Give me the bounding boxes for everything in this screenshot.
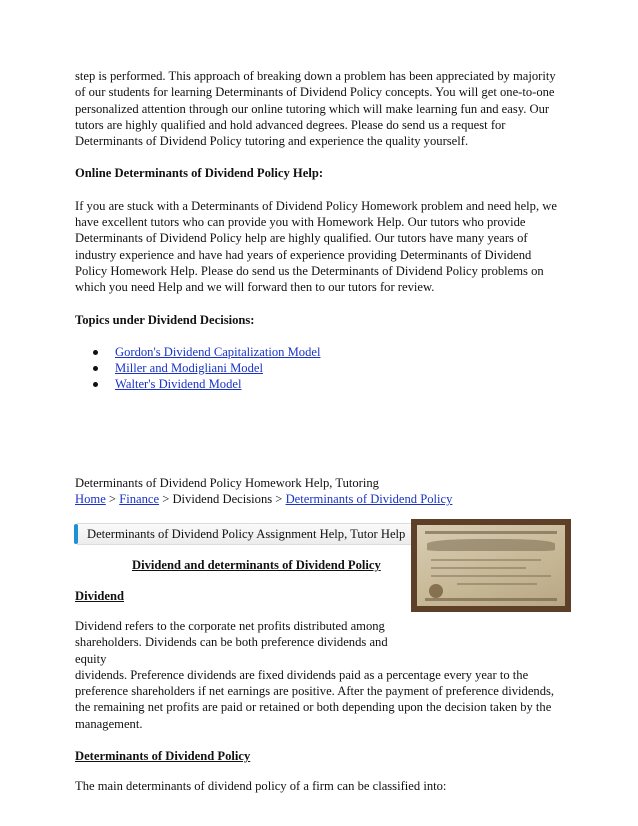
certificate-bottom-band [425, 598, 557, 601]
certificate-line [431, 567, 526, 569]
certificate-title-script [427, 539, 555, 551]
breadcrumb [75, 491, 565, 507]
list-item [90, 376, 565, 392]
certificate-seal [429, 584, 443, 598]
intro-paragraph: step is performed. This approach of breaking down a problem has been appreciated by majority of our students for learning Determinants of Dividend Policy concepts. You will get one-to-one personalized attention through our online tutoring which will make learning fun and easy. Our tutors are highly qualified and hold advanced degrees. Please do send us a request for Determinants of Dividend Policy tutoring and experience the quality yourself. [75, 69, 556, 149]
blank-space [75, 393, 565, 475]
dividend-heading: Dividend [75, 588, 124, 603]
determinants-paragraph: The main determinants of dividend policy of a firm can be classified into: [75, 779, 447, 794]
topic-link-gordon[interactable]: Gordon's Dividend Capitalization Model [115, 344, 321, 359]
bullet-icon [93, 366, 98, 371]
breadcrumb-separator: > [105, 492, 120, 507]
bullet-icon [93, 350, 98, 355]
banner-left-cap [74, 524, 78, 544]
topics-heading: Topics under Dividend Decisions: [75, 312, 255, 327]
determinants-heading: Determinants of Dividend Policy [75, 749, 251, 764]
section-title: Dividend and determinants of Dividend Policy [132, 558, 381, 573]
breadcrumb-home-link[interactable]: Home [75, 492, 106, 507]
topics-list [75, 344, 565, 393]
dividend-paragraph-rest: dividends. Preference dividends are fixed dividends paid as a percentage every year to the preference shareholders if net earnings are positive. After the payment of preference dividends, the remaining net profits are paid or retained or both depending upon the decision taken by the management. [75, 667, 555, 731]
banner-bar [77, 523, 435, 545]
certificate-line [431, 559, 541, 561]
certificate-paper [417, 525, 565, 606]
dividend-line-1: Dividend refers to the corporate net profits distributed among [75, 618, 385, 633]
certificate-line [431, 575, 551, 577]
topic-link-miller-modigliani[interactable]: Miller and Modigliani Model [115, 361, 263, 376]
breadcrumb-finance-link[interactable]: Finance [119, 492, 160, 507]
help-paragraph: If you are stuck with a Determinants of Dividend Policy Homework problem and need help, we have excellent tutors who can provide you with Homework Help. Our tutors who provide Determinants of Dividend Policy help are highly qualified. Our tutors have many years of industry experience and have had years of experience providing Determinants of Dividend Policy Homework Help. Please do send us the Determinants of Dividend Policy problems on which you need Help and we will forward then to our tutors for review. [75, 198, 557, 295]
certificate-top-band [425, 531, 557, 534]
banner-text: Determinants of Dividend Policy Assignment Help, Tutor Help [87, 527, 406, 542]
help-heading: Online Determinants of Dividend Policy Help: [75, 166, 324, 181]
dividend-line-2: shareholders. Dividends can be both preference dividends and equity [75, 635, 388, 666]
document-page [75, 68, 565, 795]
list-item [90, 360, 565, 376]
page-title: Determinants of Dividend Policy Homework Help, Tutoring [75, 475, 379, 490]
list-item [90, 344, 565, 360]
bullet-icon [93, 382, 98, 387]
topic-link-walter[interactable]: Walter's Dividend Model [115, 377, 242, 392]
certificate-line [457, 583, 537, 585]
breadcrumb-current-link[interactable]: Determinants of Dividend Policy [285, 492, 453, 507]
breadcrumb-dividend-decisions: > Dividend Decisions > [159, 492, 286, 507]
stock-certificate-image [411, 519, 571, 612]
